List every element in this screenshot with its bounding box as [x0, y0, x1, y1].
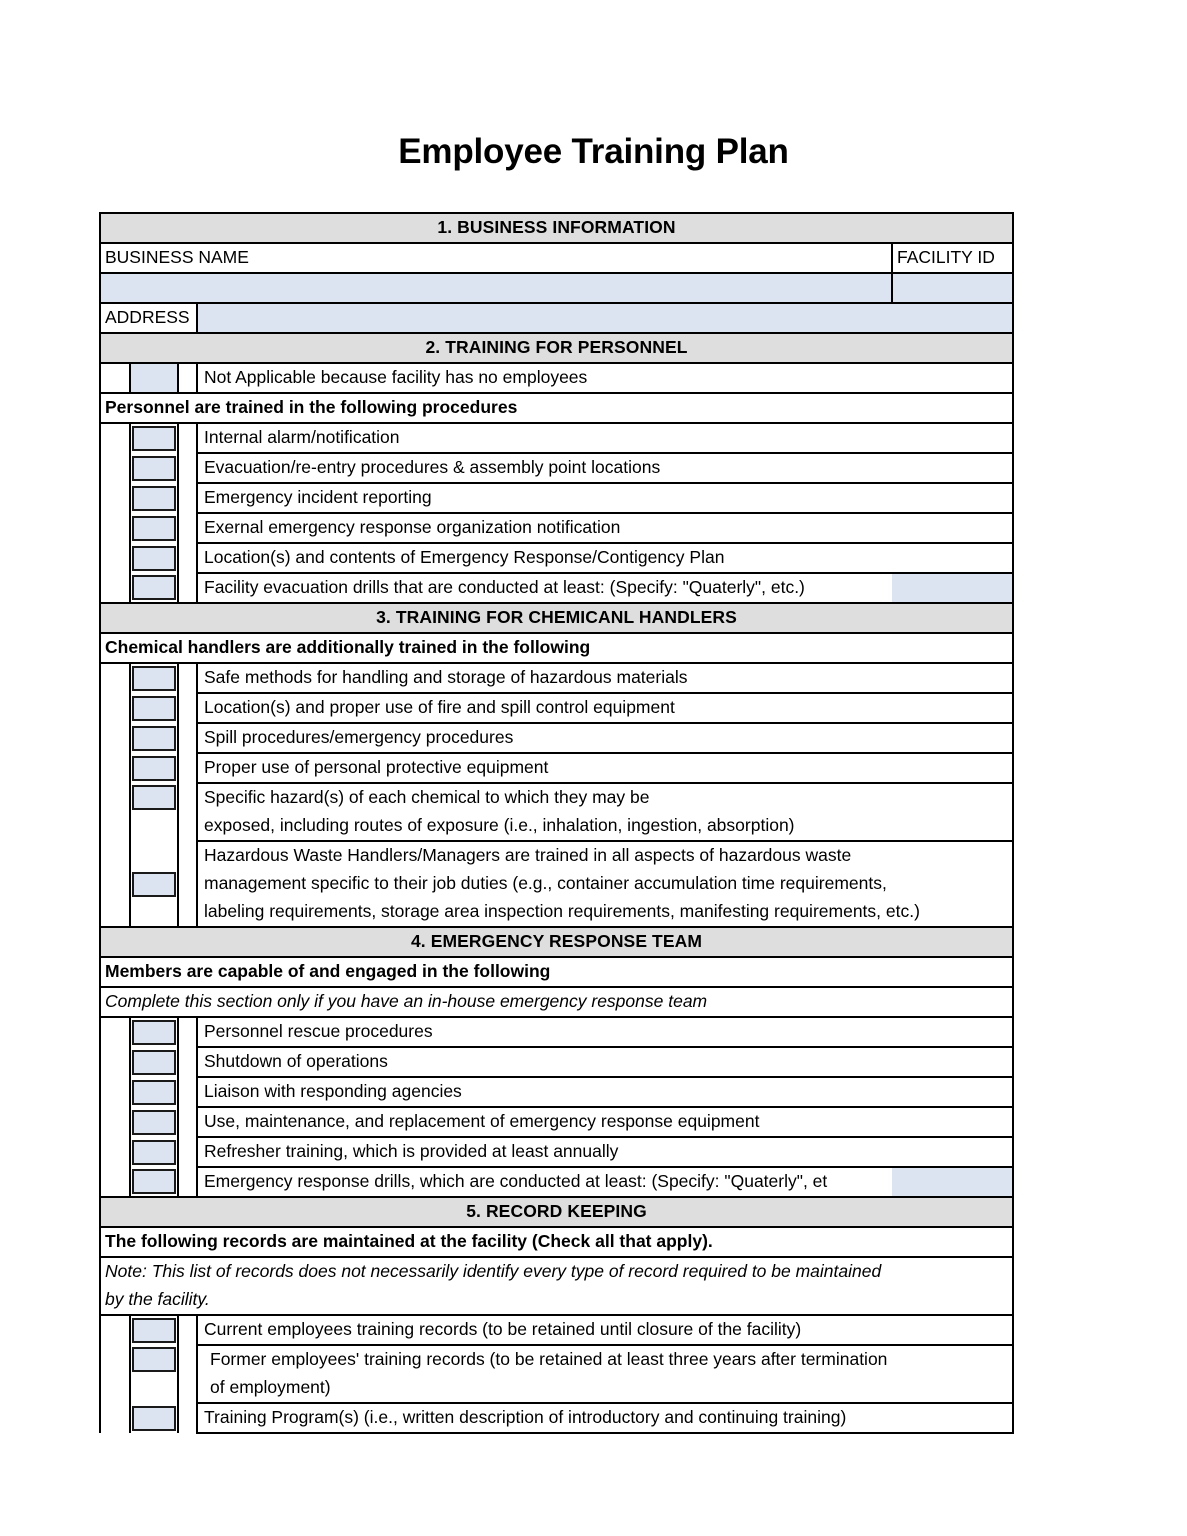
section2-gutter — [100, 423, 130, 603]
checkbox-cell[interactable] — [130, 723, 178, 753]
checkbox-cell[interactable] — [130, 870, 178, 898]
business-name-input-row — [100, 273, 1013, 303]
item-label-line: of employment) — [197, 1374, 1013, 1403]
section4-gutter — [100, 1017, 130, 1197]
address-row — [100, 303, 1013, 333]
checkbox-current-employee-records[interactable] — [132, 1318, 176, 1343]
checklist-row — [100, 543, 1013, 573]
checkbox-cell[interactable] — [130, 1107, 178, 1137]
checkbox-cell[interactable] — [130, 663, 178, 693]
checklist-row — [100, 1137, 1013, 1167]
subheading-personnel-trained: Personnel are trained in the following procedures — [100, 393, 1013, 423]
checkbox-cell[interactable] — [130, 1167, 178, 1197]
item-label-line: exposed, including routes of exposure (i.e., inhalation, ingestion, absorption) — [197, 812, 1013, 841]
section3-spacer — [178, 663, 197, 927]
item-label: Location(s) and proper use of fire and spill control equipment — [197, 693, 1013, 723]
note-record-keeping-line: Note: This list of records does not necessarily identify every type of record required to be maintained — [100, 1257, 1013, 1286]
section4-spacer — [178, 1017, 197, 1197]
section-heading-emergency-response-team: 4. EMERGENCY RESPONSE TEAM — [100, 927, 1013, 957]
section-heading-training-for-personnel: 2. TRAINING FOR PERSONNEL — [100, 333, 1013, 363]
checklist-row — [100, 1167, 1013, 1197]
checklist-row — [100, 663, 1013, 693]
checkbox-cell-continuation — [130, 841, 178, 870]
checklist-row — [100, 1315, 1013, 1345]
checkbox-cell-continuation — [130, 898, 178, 927]
checkbox-equipment-maintenance[interactable] — [132, 1110, 176, 1135]
checkbox-cell[interactable] — [130, 1017, 178, 1047]
section3-gutter — [100, 663, 130, 927]
item-label-line: Specific hazard(s) of each chemical to which they may be — [197, 783, 1013, 812]
item-label: Internal alarm/notification — [197, 423, 1013, 453]
checkbox-cell[interactable] — [130, 543, 178, 573]
subheading-row — [100, 633, 1013, 663]
subheading-records-maintained: The following records are maintained at the facility (Check all that apply). — [100, 1227, 1013, 1257]
item-label: Spill procedures/emergency procedures — [197, 723, 1013, 753]
checkbox-fire-spill-equipment[interactable] — [132, 696, 176, 721]
checkbox-cell[interactable] — [130, 423, 178, 453]
item-label: Current employees training records (to be retained until closure of the facility) — [197, 1315, 1013, 1345]
item-label-line: labeling requirements, storage area inspection requirements, manifesting requirements, etc.) — [197, 898, 1013, 927]
checklist-row-continuation — [100, 812, 1013, 841]
section-header-row — [100, 603, 1013, 633]
checkbox-cell[interactable] — [130, 513, 178, 543]
section2-spacer — [178, 423, 197, 603]
checklist-row-continuation — [100, 870, 1013, 898]
section-header-row — [100, 333, 1013, 363]
page-title: Employee Training Plan — [398, 132, 789, 171]
item-label: Refresher training, which is provided at least annually — [197, 1137, 1013, 1167]
checkbox-contingency-plan-location[interactable] — [132, 546, 176, 571]
business-name-label: BUSINESS NAME — [100, 243, 892, 273]
item-label: Not Applicable because facility has no employees — [197, 363, 1013, 393]
checkbox-safe-handling-methods[interactable] — [132, 666, 176, 691]
checkbox-refresher-training[interactable] — [132, 1140, 176, 1165]
item-label: Liaison with responding agencies — [197, 1077, 1013, 1107]
checklist-row — [100, 1345, 1013, 1374]
item-label: Location(s) and contents of Emergency Response/Contigency Plan — [197, 543, 1013, 573]
checklist-row — [100, 783, 1013, 812]
checkbox-cell[interactable] — [130, 1403, 178, 1433]
checkbox-cell[interactable] — [130, 483, 178, 513]
item-label: Proper use of personal protective equipment — [197, 753, 1013, 783]
checkbox-hazardous-waste-handlers[interactable] — [132, 872, 176, 897]
note-row — [100, 987, 1013, 1017]
section-header-row — [100, 927, 1013, 957]
checklist-row-continuation — [100, 1374, 1013, 1403]
checkbox-cell[interactable] — [130, 1077, 178, 1107]
checklist-row — [100, 423, 1013, 453]
business-name-input[interactable] — [100, 273, 892, 303]
checklist-row — [100, 1047, 1013, 1077]
row-spacer — [178, 363, 197, 393]
note-emergency-response-team: Complete this section only if you have an in-house emergency response team — [100, 987, 1013, 1017]
checkbox-cell[interactable] — [130, 1315, 178, 1345]
checkbox-cell[interactable] — [130, 573, 178, 603]
business-name-label-row — [100, 243, 1013, 273]
facility-id-label: FACILITY ID — [892, 243, 1013, 273]
item-label: Emergency response drills, which are conducted at least: (Specify: "Quaterly", et — [197, 1167, 892, 1197]
checkbox-cell-continuation — [130, 1374, 178, 1403]
employee-training-plan-form — [99, 212, 1014, 1434]
subheading-row — [100, 393, 1013, 423]
checklist-row — [100, 513, 1013, 543]
checkbox-spill-procedures[interactable] — [132, 726, 176, 751]
not-applicable-row — [100, 363, 1013, 393]
item-label: Emergency incident reporting — [197, 483, 1013, 513]
checklist-row-continuation — [100, 898, 1013, 927]
checkbox-internal-alarm[interactable] — [132, 426, 176, 451]
evacuation-drills-frequency-input[interactable] — [892, 573, 1013, 603]
checkbox-ppe-use[interactable] — [132, 756, 176, 781]
checkbox-cell[interactable] — [130, 1137, 178, 1167]
item-label: Evacuation/re-entry procedures & assembly point locations — [197, 453, 1013, 483]
item-label: Training Program(s) (i.e., written description of introductory and continuing training) — [197, 1403, 1013, 1433]
checkbox-shutdown-operations[interactable] — [132, 1050, 176, 1075]
checklist-row — [100, 693, 1013, 723]
checklist-row — [100, 841, 1013, 870]
checklist-row — [100, 1107, 1013, 1137]
subheading-row — [100, 1227, 1013, 1257]
section-header-row — [100, 213, 1013, 243]
facility-id-input[interactable] — [892, 273, 1013, 303]
checkbox-evacuation-drills[interactable] — [132, 575, 176, 600]
item-label-line: Hazardous Waste Handlers/Managers are trained in all aspects of hazardous waste — [197, 841, 1013, 870]
checkbox-external-notification[interactable] — [132, 516, 176, 541]
section-header-row — [100, 1197, 1013, 1227]
row-gutter — [100, 363, 130, 393]
section5-spacer — [178, 1315, 197, 1433]
checkbox-cell[interactable] — [130, 1345, 178, 1374]
checkbox-evacuation-procedures[interactable] — [132, 456, 176, 481]
address-label: ADDRESS — [100, 303, 197, 333]
checkbox-response-drills[interactable] — [132, 1169, 176, 1194]
checklist-row — [100, 483, 1013, 513]
item-label: Use, maintenance, and replacement of emergency response equipment — [197, 1107, 1013, 1137]
item-label-line: management specific to their job duties (e.g., container accumulation time requirements, — [197, 870, 1013, 898]
checkbox-cell-continuation — [130, 812, 178, 841]
note-row — [100, 1257, 1013, 1286]
item-label-line: Former employees' training records (to be retained at least three years after termination — [197, 1345, 1013, 1374]
section-heading-training-for-chemical-handlers: 3. TRAINING FOR CHEMICANL HANDLERS — [100, 603, 1013, 633]
note-record-keeping-line: by the facility. — [100, 1286, 1013, 1315]
checklist-row — [100, 1017, 1013, 1047]
checkbox-former-employee-records[interactable] — [132, 1347, 176, 1372]
checkbox-not-applicable[interactable] — [130, 363, 178, 393]
subheading-members-capable: Members are capable of and engaged in the following — [100, 957, 1013, 987]
note-row-continuation — [100, 1286, 1013, 1315]
address-input[interactable] — [197, 303, 1013, 333]
subheading-chemical-handlers: Chemical handlers are additionally trained in the following — [100, 633, 1013, 663]
checkbox-specific-chemical-hazards[interactable] — [132, 785, 176, 810]
response-drills-frequency-input[interactable] — [892, 1167, 1013, 1197]
section-heading-business-information: 1. BUSINESS INFORMATION — [100, 213, 1013, 243]
checklist-row — [100, 1077, 1013, 1107]
checklist-row — [100, 453, 1013, 483]
checkbox-cell[interactable] — [130, 783, 178, 812]
subheading-row — [100, 957, 1013, 987]
section-heading-record-keeping: 5. RECORD KEEPING — [100, 1197, 1013, 1227]
checkbox-cell[interactable] — [130, 1047, 178, 1077]
checkbox-liaison-agencies[interactable] — [132, 1080, 176, 1105]
checklist-row — [100, 573, 1013, 603]
checkbox-personnel-rescue[interactable] — [132, 1020, 176, 1045]
checkbox-cell[interactable] — [130, 753, 178, 783]
item-label: Personnel rescue procedures — [197, 1017, 1013, 1047]
checkbox-cell[interactable] — [130, 453, 178, 483]
item-label: Safe methods for handling and storage of hazardous materials — [197, 663, 1013, 693]
checkbox-incident-reporting[interactable] — [132, 486, 176, 511]
checkbox-training-programs[interactable] — [132, 1406, 176, 1431]
item-label: Exernal emergency response organization notification — [197, 513, 1013, 543]
checkbox-cell[interactable] — [130, 693, 178, 723]
item-label: Shutdown of operations — [197, 1047, 1013, 1077]
section5-gutter — [100, 1315, 130, 1433]
item-label: Facility evacuation drills that are conducted at least: (Specify: "Quaterly", etc.) — [197, 573, 892, 603]
checklist-row — [100, 753, 1013, 783]
checklist-row — [100, 1403, 1013, 1433]
checklist-row — [100, 723, 1013, 753]
